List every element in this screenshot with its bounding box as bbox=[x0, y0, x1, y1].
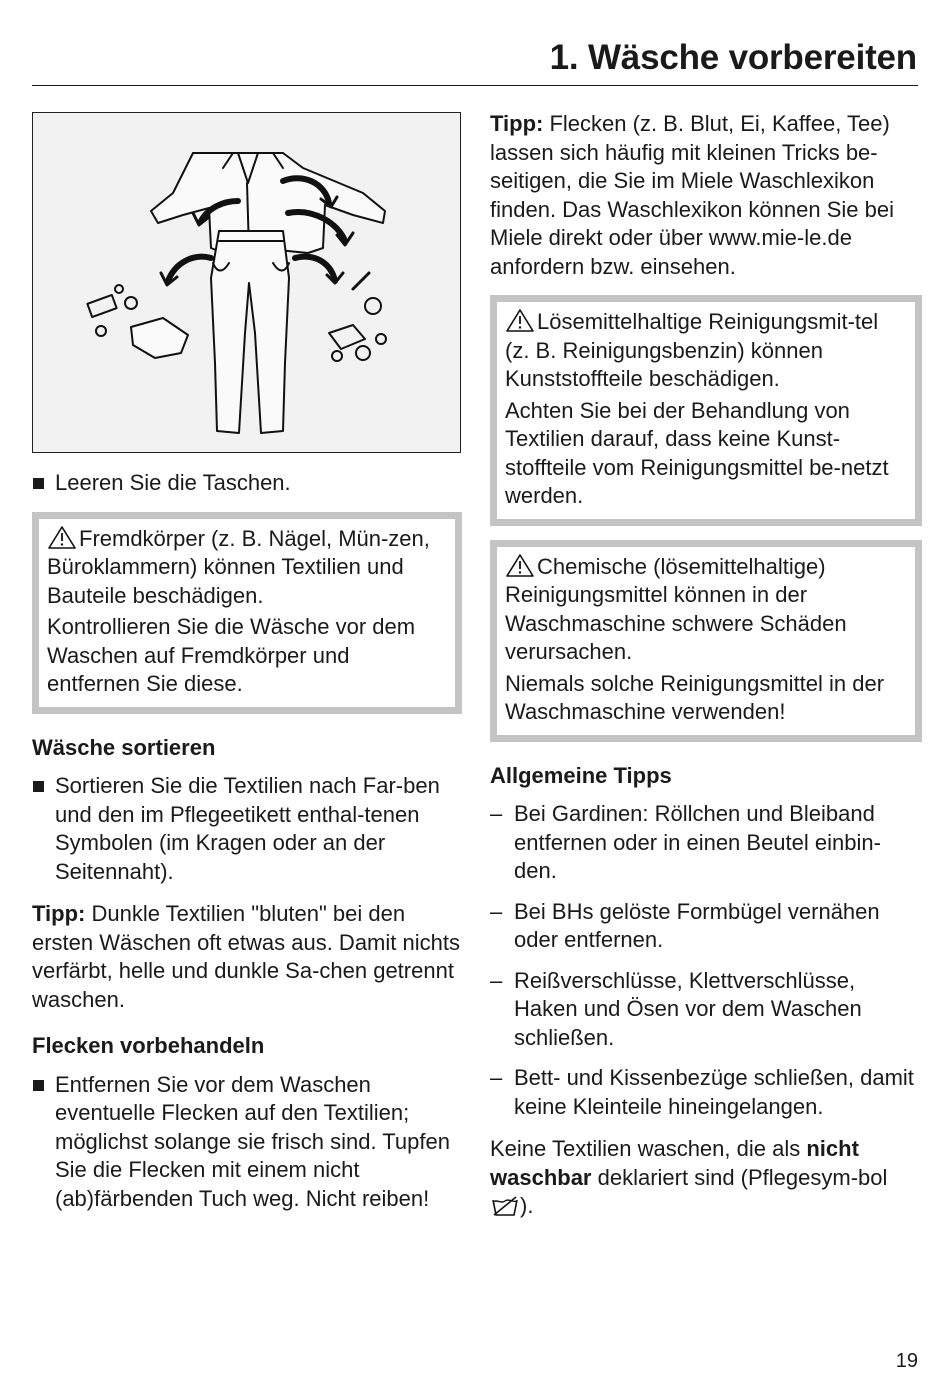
warning-text: Chemische (lösemittelhaltige) Reinigungsmittel können in der Waschmaschine schwere Schäden verursachen. bbox=[505, 553, 847, 664]
bullet-square-icon bbox=[33, 478, 44, 489]
tip-dark-textiles: Tipp: Dunkle Textilien "bluten" bei den ersten Wäschen oft etwas aus. Damit nichts verfärbt, helle und dunkle Sa-chen getrennt waschen. bbox=[32, 901, 460, 1012]
warning-triangle-icon bbox=[505, 553, 537, 577]
instruction-sort: Sortieren Sie die Textilien nach Far-ben und den im Pflegeetikett enthal-tenen Symbolen (im Kragen oder an der Seitennaht). bbox=[32, 772, 462, 886]
warning-triangle-icon bbox=[47, 525, 79, 549]
warning-text: Niemals solche Reinigungsmittel in der Waschmaschine verwenden! bbox=[505, 670, 885, 724]
warning-text: Lösemittelhaltige Reinigungsmit-tel (z. B. Reinigungsbenzin) können Kunststoffteile beschädigen. bbox=[505, 309, 879, 391]
list-item: – Bei Gardinen: Röllchen und Bleiband entfernen oder in einen Beutel einbin-den. bbox=[490, 801, 881, 883]
warning-triangle-icon bbox=[505, 308, 537, 332]
page-title: 1. Wäsche vorbereiten bbox=[549, 38, 917, 77]
illustration-empty-pockets bbox=[32, 112, 461, 453]
list-item: – Bett- und Kissenbezüge schließen, damit keine Kleinteile hineingelangen. bbox=[490, 1065, 914, 1119]
tip-stain-removal: Tipp: Flecken (z. B. Blut, Ei, Kaffee, Tee) lassen sich häufig mit kleinen Tricks be-seitigen, die Sie im Miele Waschlexikon finden. Das Waschlexikon können Sie bei Miele direkt oder über www.mie-le.de anfordern bzw. einsehen. bbox=[490, 111, 894, 279]
warning-box-foreign-objects bbox=[32, 512, 462, 714]
instruction-empty-pockets: Leeren Sie die Taschen. bbox=[32, 469, 462, 498]
header-divider bbox=[32, 85, 918, 86]
section-heading-sort: Wäsche sortieren bbox=[32, 734, 216, 760]
section-heading-stains: Flecken vorbehandeln bbox=[32, 1033, 265, 1058]
left-column bbox=[32, 112, 462, 1213]
right-column bbox=[490, 110, 922, 1221]
list-item: – Bei BHs gelöste Formbügel vernähen oder entfernen. bbox=[490, 898, 880, 952]
warning-text: Achten Sie bei der Behandlung von Textilien darauf, dass keine Kunst-stoffteile vom Reinigungsmittel be-netzt werden. bbox=[505, 397, 889, 508]
page-number: 19 bbox=[895, 1350, 918, 1372]
section-heading-general-tips: Allgemeine Tipps bbox=[490, 762, 672, 788]
do-not-wash-icon bbox=[490, 1195, 520, 1217]
list-item: – Reißverschlüsse, Klettverschlüsse, Haken und Ösen vor dem Waschen schließen. bbox=[490, 967, 862, 1050]
bullet-square-icon bbox=[33, 781, 44, 792]
warning-text: Kontrollieren Sie die Wäsche vor dem Waschen auf Fremdkörper und entfernen Sie diese. bbox=[47, 614, 416, 696]
instruction-stains: Entfernen Sie vor dem Waschen eventuelle Flecken auf den Textilien; möglichst solange sie frisch sind. Tupfen Sie die Flecken mit einem nicht (ab)färbenden Tuch weg. Nicht reiben! bbox=[32, 1071, 462, 1214]
bullet-square-icon bbox=[33, 1080, 44, 1091]
note-not-washable: Keine Textilien waschen, die als nicht waschbar deklariert sind (Pflegesym-bol ). bbox=[490, 1136, 888, 1218]
warning-box-solvent bbox=[490, 295, 922, 526]
clothing-illustration bbox=[33, 113, 460, 452]
warning-text: Fremdkörper (z. B. Nägel, Mün-zen, Büroklammern) können Textilien und Bauteile beschädigen. bbox=[47, 525, 430, 608]
warning-box-chemical bbox=[490, 540, 922, 742]
